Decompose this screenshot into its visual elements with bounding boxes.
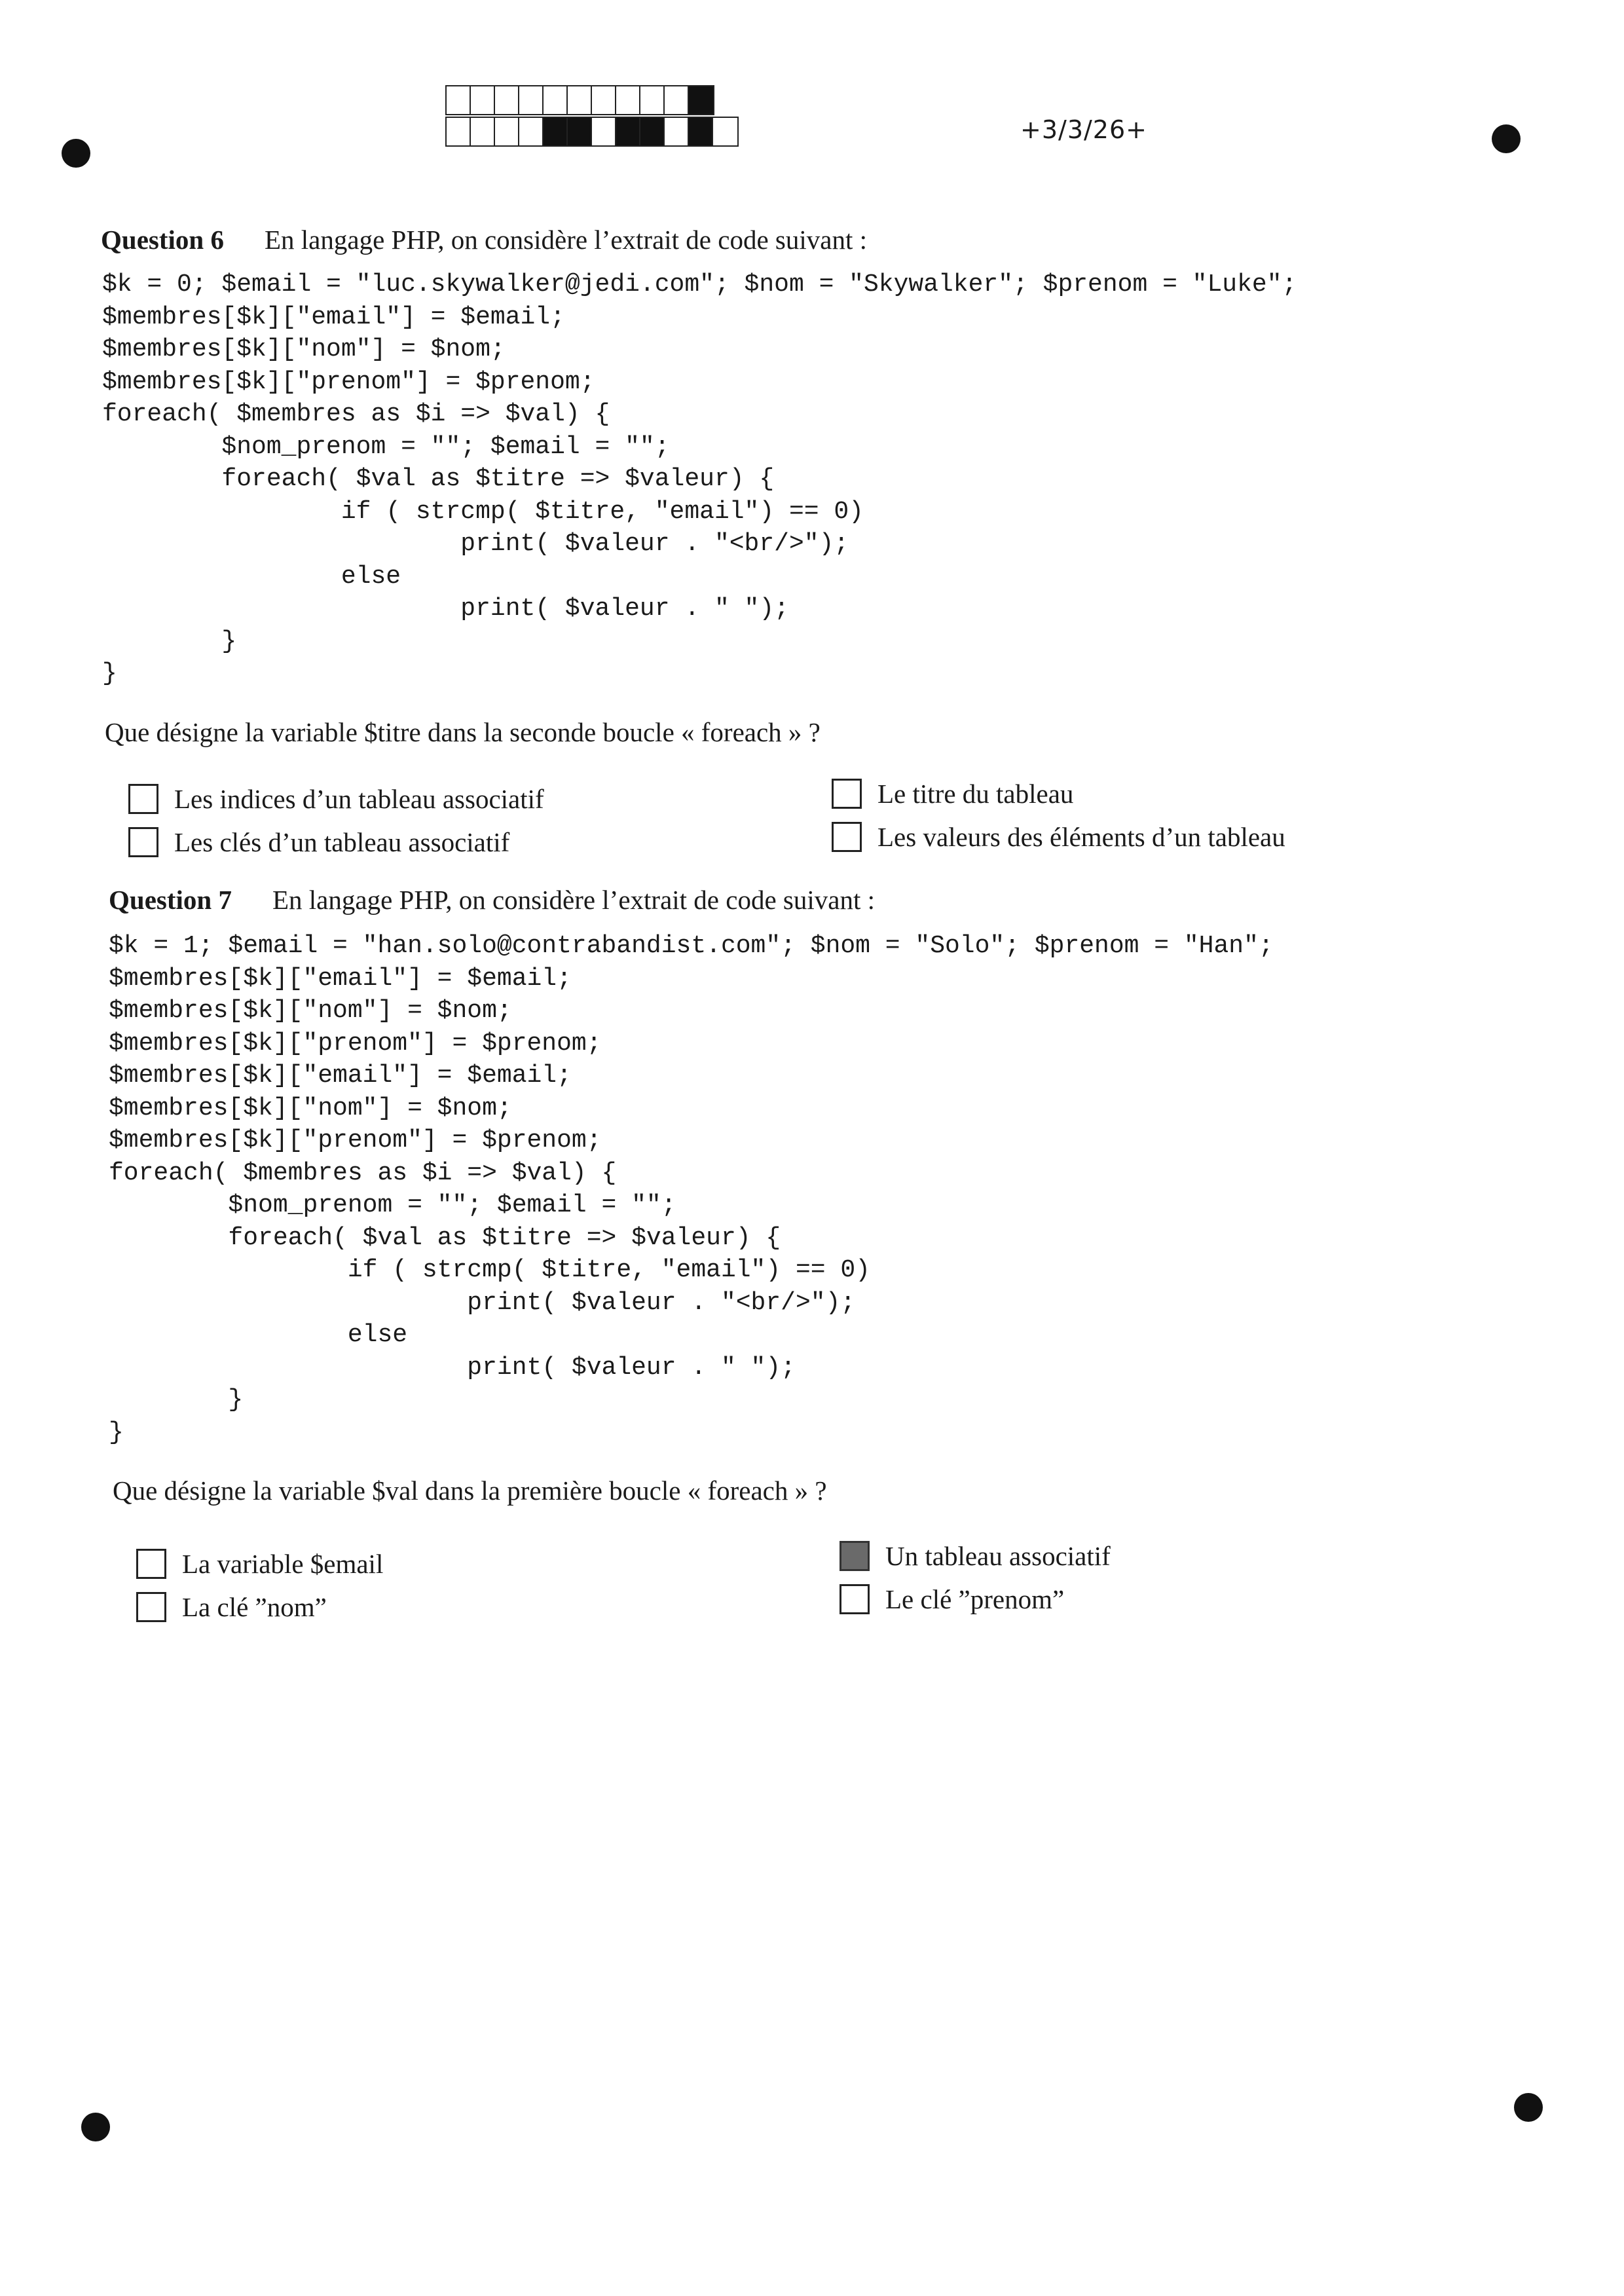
option-label: Les valeurs des éléments d’un tableau <box>877 822 1285 852</box>
checkbox[interactable] <box>136 1592 166 1622</box>
barcode-top <box>445 85 714 115</box>
q6-option-2[interactable] <box>128 826 509 858</box>
barcode-cell <box>447 118 471 145</box>
checkbox[interactable] <box>128 827 158 857</box>
option-label: Les clés d’un tableau associatif <box>174 827 510 857</box>
checkbox[interactable] <box>840 1541 870 1571</box>
checkbox[interactable] <box>840 1584 870 1614</box>
barcode-cell <box>640 86 665 114</box>
question-7-code: $k = 1; $email = "han.solo@contrabandist.com"; $nom = "Solo"; $prenom = "Han"; $membres[$k]["email"] = $email; $membres[$k]["nom"] = $nom; $membres[$k]["prenom"] = $prenom; $membres[$k]["email"] = $email; $membres[$k]["nom"] = $nom; $membres[$k]["prenom"] = $prenom; foreach( $membres as $i => $val) { $nom_prenom = ""; $email = ""; foreach( $val as $titre => $valeur) { if ( strcmp( $titre, "email") == 0) print( $valeur . "<br/>"); else print( $valeur . " "); } } <box>109 932 1274 1447</box>
q7-option-1[interactable] <box>136 1548 383 1580</box>
question-number: Question 6 <box>101 225 224 255</box>
barcode-cell <box>592 86 616 114</box>
barcode-cell <box>544 118 568 145</box>
question-7-prompt: Que désigne la variable $val dans la première boucle « foreach » ? <box>113 1475 827 1506</box>
checkbox[interactable] <box>136 1549 166 1579</box>
barcode-cell <box>689 86 713 114</box>
question-7-heading <box>109 884 875 916</box>
question-6-prompt: Que désigne la variable $titre dans la seconde boucle « foreach » ? <box>105 717 821 747</box>
barcode-cell <box>689 118 713 145</box>
option-label: Le titre du tableau <box>877 779 1074 809</box>
option-label: Le clé ”prenom” <box>885 1584 1065 1614</box>
q7-option-2[interactable] <box>136 1591 327 1623</box>
option-label: La clé ”nom” <box>182 1592 327 1622</box>
q6-option-1[interactable] <box>128 783 544 815</box>
barcode-cell <box>616 86 640 114</box>
barcode-cell <box>447 86 471 114</box>
registration-mark-top-left <box>62 139 90 168</box>
question-number: Question 7 <box>109 885 232 915</box>
registration-mark-top-right <box>1492 124 1521 153</box>
barcode-cell <box>665 86 689 114</box>
q7-option-3[interactable] <box>840 1540 1111 1572</box>
registration-mark-bottom-left <box>81 2113 110 2141</box>
barcode-cell <box>471 118 495 145</box>
q6-option-3[interactable] <box>832 778 1073 809</box>
barcode-cell <box>568 118 592 145</box>
barcode-cell <box>640 118 665 145</box>
barcode-cell <box>616 118 640 145</box>
barcode-cell <box>519 86 544 114</box>
barcode-cell <box>519 118 544 145</box>
question-intro: En langage PHP, on considère l’extrait de code suivant : <box>265 225 867 255</box>
option-label: Un tableau associatif <box>885 1541 1111 1571</box>
q6-option-4[interactable] <box>832 821 1285 853</box>
registration-mark-bottom-right <box>1514 2093 1543 2122</box>
question-6-code: $k = 0; $email = "luc.skywalker@jedi.com"; $nom = "Skywalker"; $prenom = "Luke"; $membres[$k]["email"] = $email; $membres[$k]["nom"] = $nom; $membres[$k]["prenom"] = $prenom; foreach( $membres as $i => $val) { $nom_prenom = ""; $email = ""; foreach( $val as $titre => $valeur) { if ( strcmp( $titre, "email") == 0) print( $valeur . "<br/>"); else print( $valeur . " "); } } <box>102 270 1297 688</box>
checkbox[interactable] <box>832 779 862 809</box>
checkbox[interactable] <box>832 822 862 852</box>
page-id: +3/3/26+ <box>1020 115 1147 144</box>
barcode-cell <box>495 118 519 145</box>
checkbox[interactable] <box>128 784 158 814</box>
question-intro: En langage PHP, on considère l’extrait de code suivant : <box>272 885 875 915</box>
option-label: La variable $email <box>182 1549 384 1579</box>
barcode-cell <box>495 86 519 114</box>
barcode-bottom <box>445 117 739 147</box>
option-label: Les indices d’un tableau associatif <box>174 784 544 814</box>
barcode-cell <box>544 86 568 114</box>
barcode-cell <box>568 86 592 114</box>
q7-option-4[interactable] <box>840 1583 1064 1615</box>
barcode-cell <box>713 118 737 145</box>
barcode-cell <box>665 118 689 145</box>
question-6-heading <box>101 224 867 255</box>
barcode-cell <box>592 118 616 145</box>
barcode-cell <box>471 86 495 114</box>
